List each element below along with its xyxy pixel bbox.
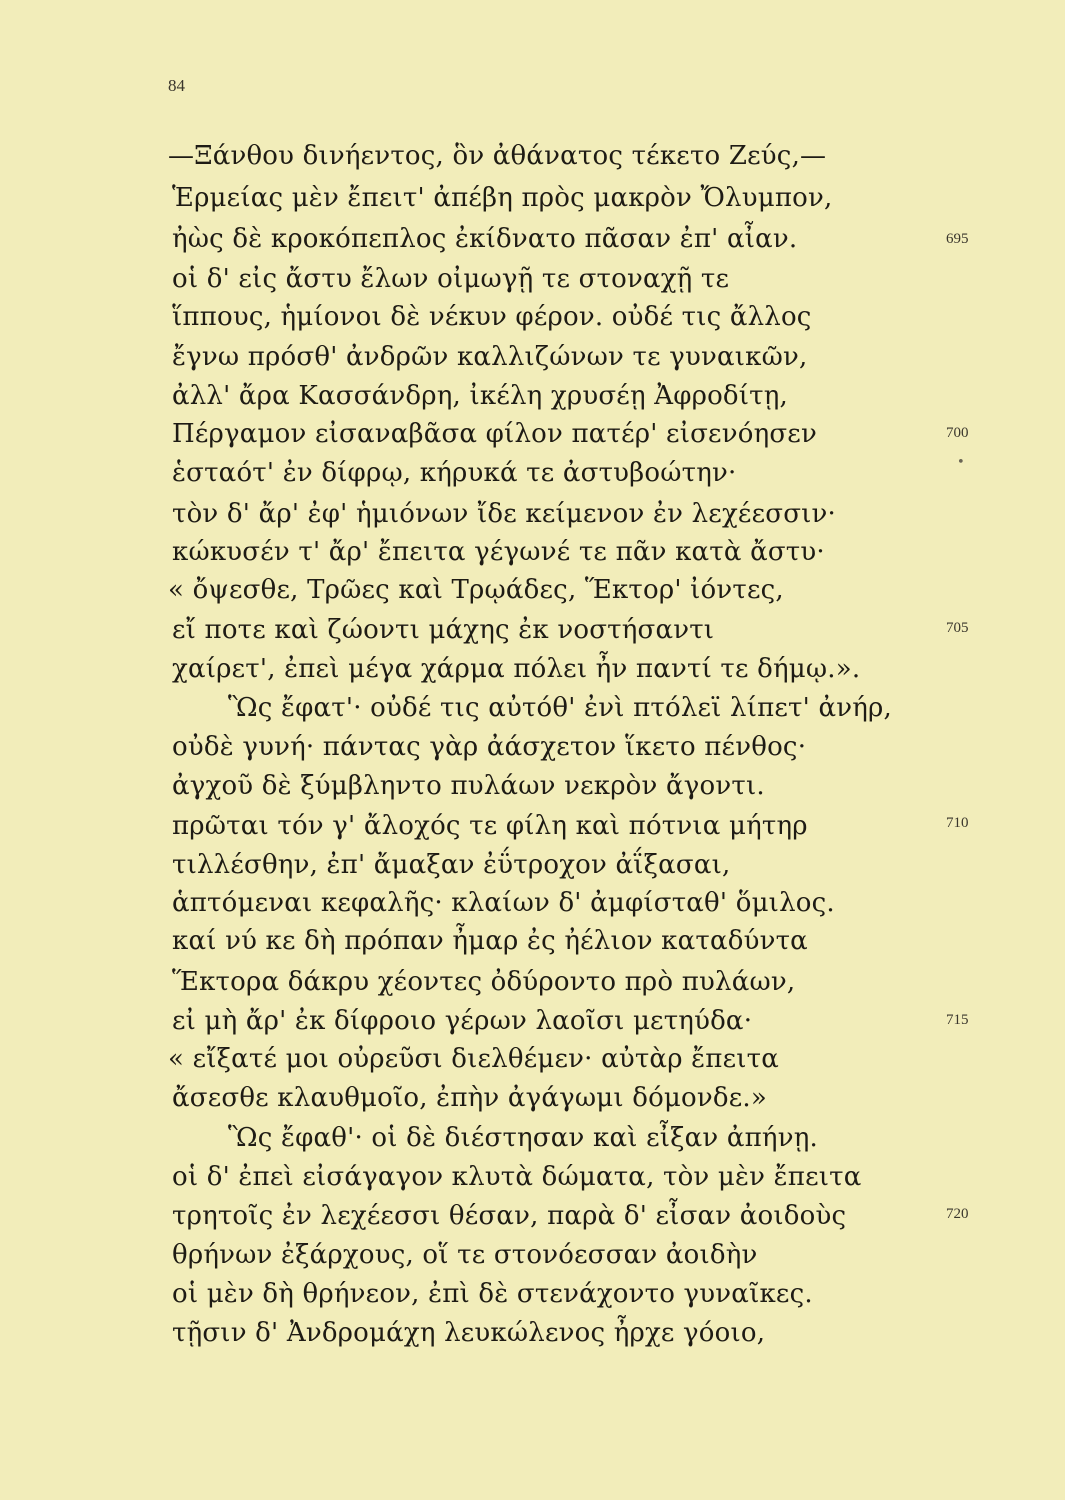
verse-line: —Ξάνθου δινήεντος, ὃν ἀθάνατος τέκετο Ζεύς,— (168, 141, 827, 171)
verse-line: εἴ ποτε καὶ ζώοντι μάχης ἐκ νοστήσαντι (172, 615, 715, 645)
verse-line: καί νύ κε δὴ πρόπαν ἦμαρ ἐς ἠέλιον καταδύντα (172, 926, 808, 956)
verse-line: οὐδὲ γυνή· πάντας γὰρ ἀάσχετον ἵκετο πένθος· (172, 732, 807, 762)
verse-line: ἀγχοῦ δὲ ξύμβληντο πυλάων νεκρὸν ἄγοντι. (172, 771, 765, 801)
verse-line: οἱ μὲν δὴ θρήνεον, ἐπὶ δὲ στενάχοντο γυναῖκες. (172, 1279, 813, 1309)
line-number: 720 (946, 1206, 969, 1222)
verse-line: Πέργαμον εἰσαναβᾶσα φίλον πατέρ' εἰσενόησεν (172, 419, 817, 449)
line-number: 700 (946, 425, 969, 441)
line-number: 705 (946, 620, 969, 636)
verse-line: τὸν δ' ἄρ' ἐφ' ἡμιόνων ἴδε κείμενον ἐν λεχέεσσιν· (172, 499, 837, 529)
line-number: 710 (946, 815, 969, 831)
verse-line: ἵππους, ἡμίονοι δὲ νέκυν φέρον. οὐδέ τις ἄλλος (172, 302, 812, 332)
line-number: 695 (946, 231, 969, 247)
verse-line: « ὄψεσθε, Τρῶες καὶ Τρῳάδες, Ἕκτορ' ἰόντες, (168, 575, 784, 605)
verse-line: Ὣς ἔφατ'· οὐδέ τις αὐτόθ' ἐνὶ πτόλεϊ λίπετ' ἀνήρ, (228, 693, 892, 723)
verse-line: οἱ δ' ἐπεὶ εἰσάγαγον κλυτὰ δώματα, τὸν μὲν ἔπειτα (172, 1162, 862, 1192)
verse-line: ἠὼς δὲ κροκόπεπλος ἐκίδνατο πᾶσαν ἐπ' αἶαν. (172, 224, 798, 254)
verse-line: πρῶται τόν γ' ἄλοχός τε φίλη καὶ πότνια μήτηρ (172, 811, 808, 841)
verse-line: ἄσεσθε κλαυθμοῖο, ἐπὴν ἀγάγωμι δόμονδε.» (172, 1083, 767, 1113)
verse-line: θρήνων ἐξάρχους, οἵ τε στονόεσσαν ἀοιδὴν (172, 1240, 758, 1270)
verse-line: ἔγνω πρόσθ' ἀνδρῶν καλλιζώνων τε γυναικῶν, (172, 342, 808, 372)
verse-line: τιλλέσθην, ἐπ' ἄμαξαν ἐΰτροχον ἀΐξασαι, (172, 850, 731, 880)
verse-line: ἁπτόμεναι κεφαλῆς· κλαίων δ' ἀμφίσταθ' ὅμιλος. (172, 888, 835, 918)
verse-line: ἀλλ' ἄρα Κασσάνδρη, ἰκέλη χρυσέῃ Ἀφροδίτῃ, (172, 381, 789, 411)
verse-line: ἑσταότ' ἐν δίφρῳ, κήρυκά τε ἀστυβοώτην· (172, 458, 737, 488)
verse-line: οἱ δ' εἰς ἄστυ ἔλων οἰμωγῇ τε στοναχῇ τε (172, 264, 730, 294)
verse-line: Ἑρμείας μὲν ἔπειτ' ἀπέβη πρὸς μακρὸν Ὄλυμπον, (172, 183, 833, 213)
line-number: 715 (946, 1012, 969, 1028)
verse-line: χαίρετ', ἐπεὶ μέγα χάρμα πόλει ἦν παντί τε δήμῳ.». (172, 654, 861, 684)
page-number: 84 (168, 76, 185, 95)
verse-line: τῇσιν δ' Ἀνδρομάχη λευκώλενος ἦρχε γόοιο, (172, 1318, 766, 1348)
verse-line: κώκυσέν τ' ἄρ' ἔπειτα γέγωνέ τε πᾶν κατὰ ἄστυ· (172, 537, 825, 567)
verse-line: εἰ μὴ ἄρ' ἐκ δίφροιο γέρων λαοῖσι μετηύδα· (172, 1006, 753, 1036)
verse-line: τρητοῖς ἐν λεχέεσσι θέσαν, παρὰ δ' εἶσαν ἀοιδοὺς (172, 1201, 847, 1231)
stray-mark: • (957, 455, 965, 470)
verse-line: Ὣς ἔφαθ'· οἱ δὲ διέστησαν καὶ εἶξαν ἀπήνῃ. (228, 1123, 818, 1153)
verse-line: « εἴξατέ μοι οὐρεῦσι διελθέμεν· αὐτὰρ ἔπειτα (168, 1044, 779, 1074)
verse-line: Ἕκτορα δάκρυ χέοντες ὀδύροντο πρὸ πυλάων, (172, 967, 796, 997)
